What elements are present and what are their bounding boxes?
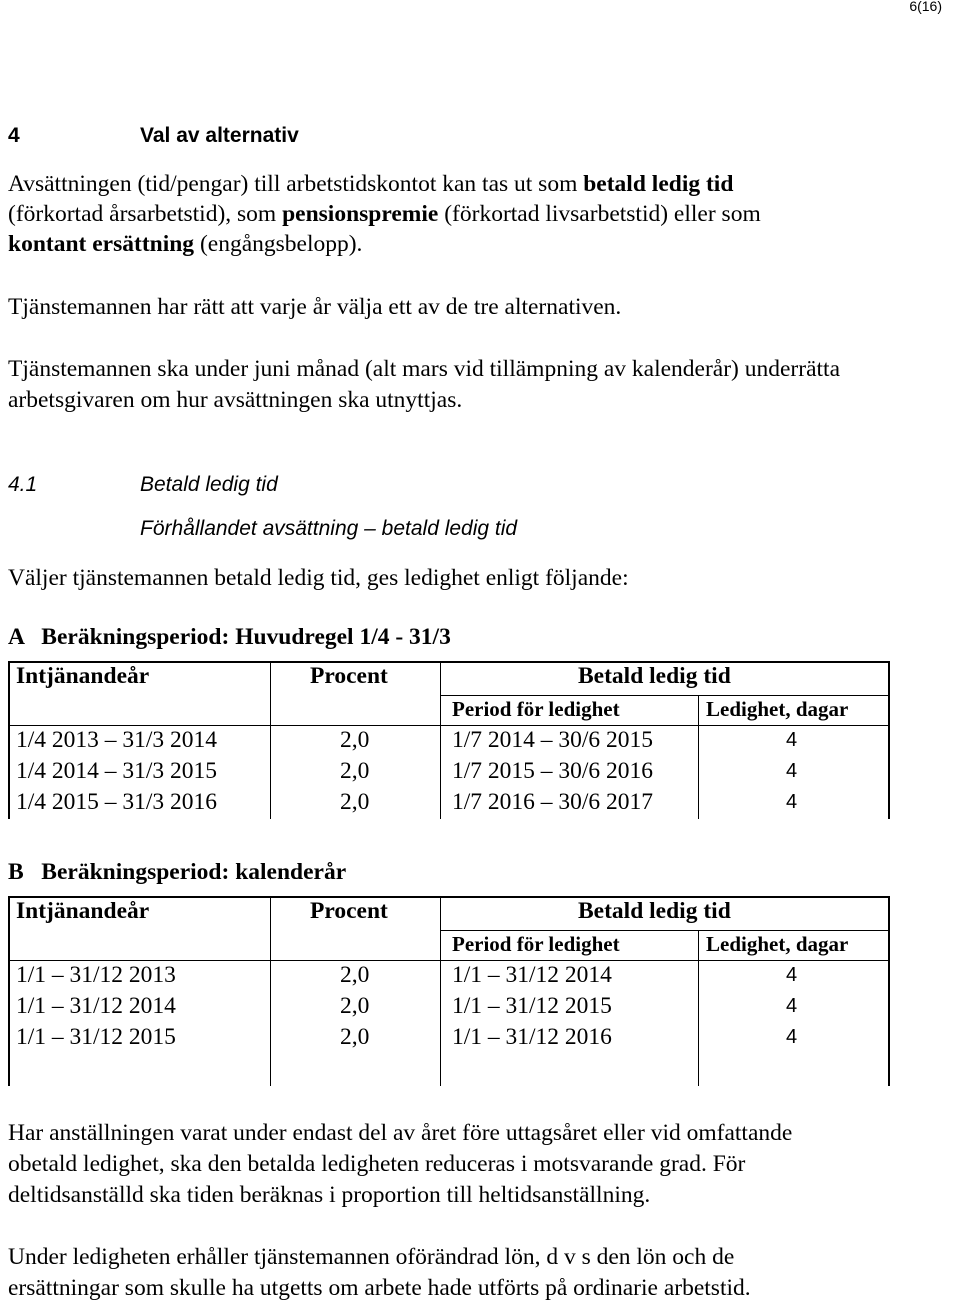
intro-bold-cash: kontant ersättning (8, 231, 195, 257)
cell-earning-year: 1/1 – 31/12 2013 (16, 962, 176, 988)
cell-period: 1/7 2014 – 30/6 2015 (452, 727, 654, 753)
table-header-bottom (8, 960, 890, 961)
cell-days: 4 (786, 729, 798, 751)
cell-earning-year: 1/4 2014 – 31/3 2015 (16, 758, 218, 784)
cell-period: 1/7 2015 – 30/6 2016 (452, 758, 654, 784)
subsection-lead: Väljer tjänstemannen betald ledig tid, ges ledighet enligt följande: (8, 565, 629, 591)
intro-paragraph-line-3 (8, 229, 362, 260)
table-col-divider (698, 930, 699, 1086)
cell-earning-year: 1/1 – 31/12 2014 (16, 993, 176, 1019)
intro-bold-paid-leave: betald ledig tid (583, 171, 734, 197)
table-col-divider (698, 695, 699, 819)
intro-paragraph-2: Tjänstemannen har rätt att varje år välja ett av de tre alternativen. (8, 294, 622, 320)
cell-period: 1/1 – 31/12 2015 (452, 993, 612, 1019)
table-border-left (8, 896, 10, 1086)
cell-days: 4 (786, 995, 798, 1017)
header-earning-year: Intjänandeår (16, 663, 150, 689)
intro-text: (förkortad årsarbetstid), som (8, 201, 283, 227)
table-border-right (888, 896, 890, 1086)
intro-paragraph-3-line-2: arbetsgivaren om hur avsättningen ska utnyttjas. (8, 387, 463, 413)
cell-percent: 2,0 (340, 1024, 370, 1050)
cell-percent: 2,0 (340, 962, 370, 988)
outro-paragraph-2-line-1: Under ledigheten erhåller tjänstemannen oförändrad lön, d v s den lön och de (8, 1244, 735, 1270)
table-header-divider (440, 930, 890, 931)
header-days: Ledighet, dagar (706, 697, 849, 721)
intro-paragraph-line-1 (8, 169, 733, 200)
cell-days: 4 (786, 791, 798, 813)
cell-days: 4 (786, 964, 798, 986)
cell-percent: 2,0 (340, 727, 370, 753)
intro-text: (engångsbelopp). (194, 231, 363, 257)
header-period: Period för ledighet (452, 932, 620, 956)
outro-paragraph-1-line-2: obetald ledighet, ska den betalda ledigheten reduceras i motsvarande grad. För (8, 1151, 746, 1177)
header-percent: Procent (310, 898, 388, 924)
cell-percent: 2,0 (340, 993, 370, 1019)
outro-paragraph-2-line-2: ersättningar som skulle ha utgetts om arbete hade utförts på ordinarie arbetstid. (8, 1275, 751, 1301)
header-percent: Procent (310, 663, 388, 689)
header-earning-year: Intjänandeår (16, 898, 150, 924)
table-header-bottom (8, 725, 890, 726)
subsection-number: 4.1 (8, 473, 38, 496)
table-col-divider (440, 661, 441, 819)
cell-period: 1/7 2016 – 30/6 2017 (452, 789, 654, 815)
cell-percent: 2,0 (340, 789, 370, 815)
table-b-label: B Beräkningsperiod: kalenderår (8, 859, 347, 885)
table-border-right (888, 661, 890, 819)
cell-earning-year: 1/1 – 31/12 2015 (16, 1024, 176, 1050)
cell-days: 4 (786, 760, 798, 782)
subsection-title: Betald ledig tid (140, 473, 278, 496)
header-paid-leave: Betald ledig tid (578, 663, 731, 689)
cell-period: 1/1 – 31/12 2016 (452, 1024, 612, 1050)
cell-earning-year: 1/4 2015 – 31/3 2016 (16, 789, 218, 815)
intro-paragraph-line-2 (8, 199, 761, 230)
table-b (8, 896, 890, 1088)
cell-earning-year: 1/4 2013 – 31/3 2014 (16, 727, 218, 753)
section-number: 4 (8, 124, 20, 147)
intro-bold-pension: pensionspremie (282, 201, 439, 227)
cell-days: 4 (786, 1026, 798, 1048)
table-a-label: A Beräkningsperiod: Huvudregel 1/4 - 31/3 (8, 624, 451, 650)
table-border-left (8, 661, 10, 819)
section-title: Val av alternativ (140, 124, 299, 147)
intro-text: Avsättningen (tid/pengar) till arbetstidskontot kan tas ut som (8, 171, 584, 197)
table-header-divider (440, 695, 890, 696)
page-number: 6(16) (909, 0, 942, 14)
cell-percent: 2,0 (340, 758, 370, 784)
outro-paragraph-1-line-1: Har anställningen varat under endast del av året före uttagsåret eller vid omfattande (8, 1120, 793, 1146)
table-col-divider (270, 661, 271, 819)
header-days: Ledighet, dagar (706, 932, 849, 956)
header-paid-leave: Betald ledig tid (578, 898, 731, 924)
cell-period: 1/1 – 31/12 2014 (452, 962, 612, 988)
table-col-divider (270, 896, 271, 1086)
table-a (8, 661, 890, 821)
subsection-subtitle: Förhållandet avsättning – betald ledig tid (140, 517, 518, 540)
table-col-divider (440, 896, 441, 1086)
outro-paragraph-1-line-3: deltidsanställd ska tiden beräknas i proportion till heltidsanställning. (8, 1182, 651, 1208)
intro-paragraph-3-line-1: Tjänstemannen ska under juni månad (alt mars vid tillämpning av kalenderår) underrätta (8, 356, 841, 382)
intro-text: (förkortad livsarbetstid) eller som (438, 201, 761, 227)
header-period: Period för ledighet (452, 697, 620, 721)
